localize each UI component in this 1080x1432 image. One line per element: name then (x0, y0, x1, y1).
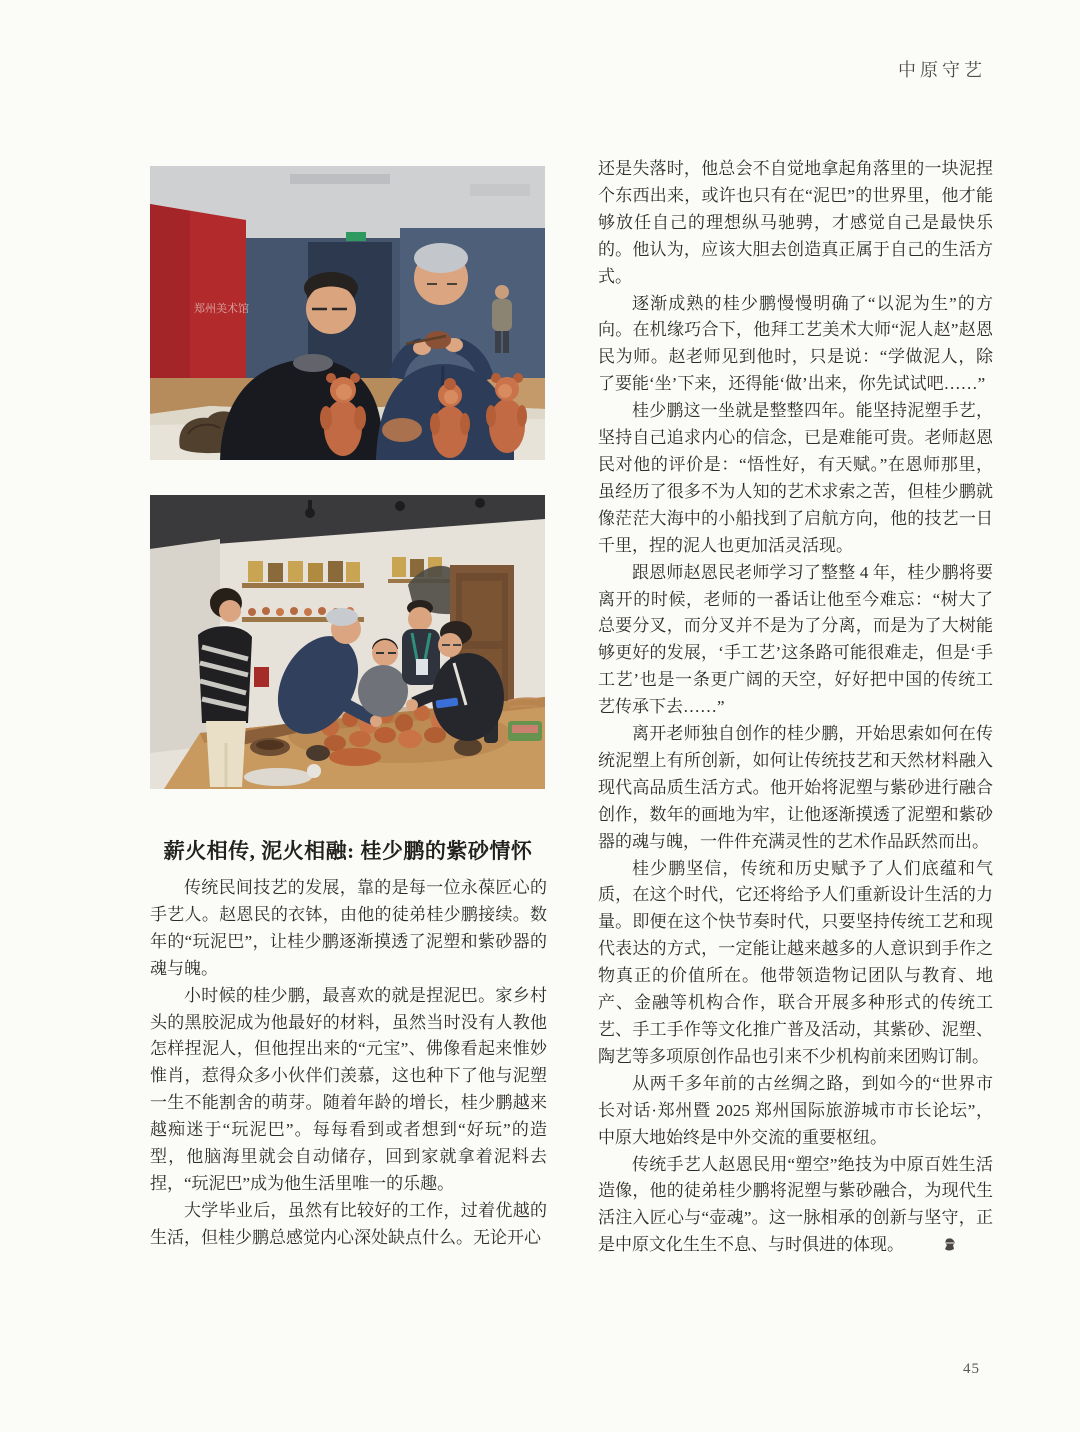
body-paragraph: 桂少鹏坚信，传统和历史赋予了人们底蕴和气质，在这个时代，它还将给予人们重新设计生活的力量。即便在这个快节奏时代，只要坚持传统工艺和现代表达的方式，一定能让越来越多的人意识到手作之物真正的价值所在。他带领造物记团队与教育、地产、金融等机构合作，联合开展多种形式的传统工艺、手工手作等文化推广普及活动，其紫砂、泥塑、陶艺等多项原创作品也引来不少机构前来团购订制。 (598, 858, 993, 1066)
exit-sign (346, 232, 366, 241)
photo-studio-visit (150, 495, 545, 789)
photo-studio-visit-illustration (150, 495, 545, 789)
body-paragraph: 小时候的桂少鹏，最喜欢的就是捏泥巴。家乡村头的黑胶泥成为他最好的材料，虽然当时没有人教他怎样捏泥人，但他捏出来的“元宝”、佛像看起来惟妙惟肖，惹得众多小伙伴们羡慕，这也种下了他与泥塑一生不能割舍的萌芽。随着年龄的增长，桂少鹏越来越痴迷于“玩泥巴”。每每看到或者想到“好玩”的造型，他脑海里就会自动储存，回到家就拿着泥料去捏，“玩泥巴”成为他生活里唯一的乐趣。 (150, 985, 547, 1193)
body-paragraph: 离开老师独自创作的桂少鹏，开始思索如何在传统泥塑上有所创新，如何让传统技艺和天然材料融入现代高品质生活方式。他开始将泥塑与紫砂进行融合创作，数年的画地为牢，让他逐渐摸透了泥塑和紫砂器的魂与魄，一件件充满灵性的艺术作品跃然而出。 (598, 724, 993, 851)
paragraph-text: 传统手艺人赵恩民用“塑空”绝技为中原百姓生活造像，他的徒弟桂少鹏将泥塑与紫砂融合，为现代生活注入匠心与“壶魂”。这一脉相承的创新与坚守，正是中原文化生生不息、与时俱进的体现。 (598, 1154, 993, 1255)
body-paragraph: 跟恩师赵恩民老师学习了整整 4 年，桂少鹏将要离开的时候，老师的一番话让他至今难忘：“树大了总要分叉，而分叉并不是为了分离，而是为了大树能够更好的发展，‘手工艺’这条路可能很难走，但是‘手工艺’也是一条更广阔的天空，好好把中国的传统工艺传承下去……” (598, 562, 993, 717)
body-paragraph: 大学毕业后，虽然有比较好的工作，过着优越的生活，但桂少鹏总感觉内心深处缺点什么。无论开心 (150, 1200, 547, 1247)
body-paragraph: 传统民间技艺的发展，靠的是每一位永葆匠心的手艺人。赵恩民的衣钵，由他的徒弟桂少鹏接续。数年的“玩泥巴”，让桂少鹏逐渐摸透了泥塑和紫砂器的魂与魄。 (150, 878, 547, 978)
right-text-column (598, 156, 993, 1259)
body-paragraph: 从两千多年前的古丝绸之路，到如今的“世界市长对话·郑州暨 2025 郑州国际旅游城市市长论坛”，中原大地始终是中外交流的重要枢纽。 (598, 1073, 993, 1147)
museum-wall-text: 郑州美术馆 (194, 303, 249, 315)
red-gift-bag (254, 667, 269, 687)
page-number: 45 (963, 1361, 980, 1377)
photo-clay-demonstration (150, 166, 545, 460)
body-paragraph: 还是失落时，他总会不自觉地拿起角落里的一块泥捏个东西出来，或许也只有在“泥巴”的世界里，他才能够放任自己的理想纵马驰骋，才感觉自己是最快乐的。他认为，应该大胆去创造真正属于自己的生活方式。 (598, 159, 993, 286)
page-header: 中原守艺 (898, 60, 986, 80)
body-paragraph (598, 1152, 993, 1260)
article-end-mark-icon (909, 1233, 923, 1246)
article-title: 薪火相传, 泥火相融: 桂少鹏的紫砂情怀 (163, 839, 533, 863)
body-paragraph: 逐渐成熟的桂少鹏慢慢明确了“以泥为生”的方向。在机缘巧合下，他拜工艺美术大师“泥人赵”赵恩民为师。赵老师见到他时，只是说：“学做泥人，除了要能‘坐’下来，还得能‘做’出来，你先试试吧……” (598, 293, 993, 394)
left-text-column (150, 875, 547, 1252)
clay-lump (382, 418, 422, 442)
body-paragraph: 桂少鹏这一坐就是整整四年。能坚持泥塑手艺，坚持自己追求内心的信念，已是难能可贵。老师赵恩民对他的评价是：“悟性好，有天赋。”在恩师那里，虽经历了很多不为人知的艺术求索之苦，但桂少鹏就像茫茫大海中的小船找到了启航方向，他的技艺一日千里，捏的泥人也更加活灵活现。 (598, 401, 993, 555)
photo-clay-demonstration-illustration (150, 166, 545, 460)
